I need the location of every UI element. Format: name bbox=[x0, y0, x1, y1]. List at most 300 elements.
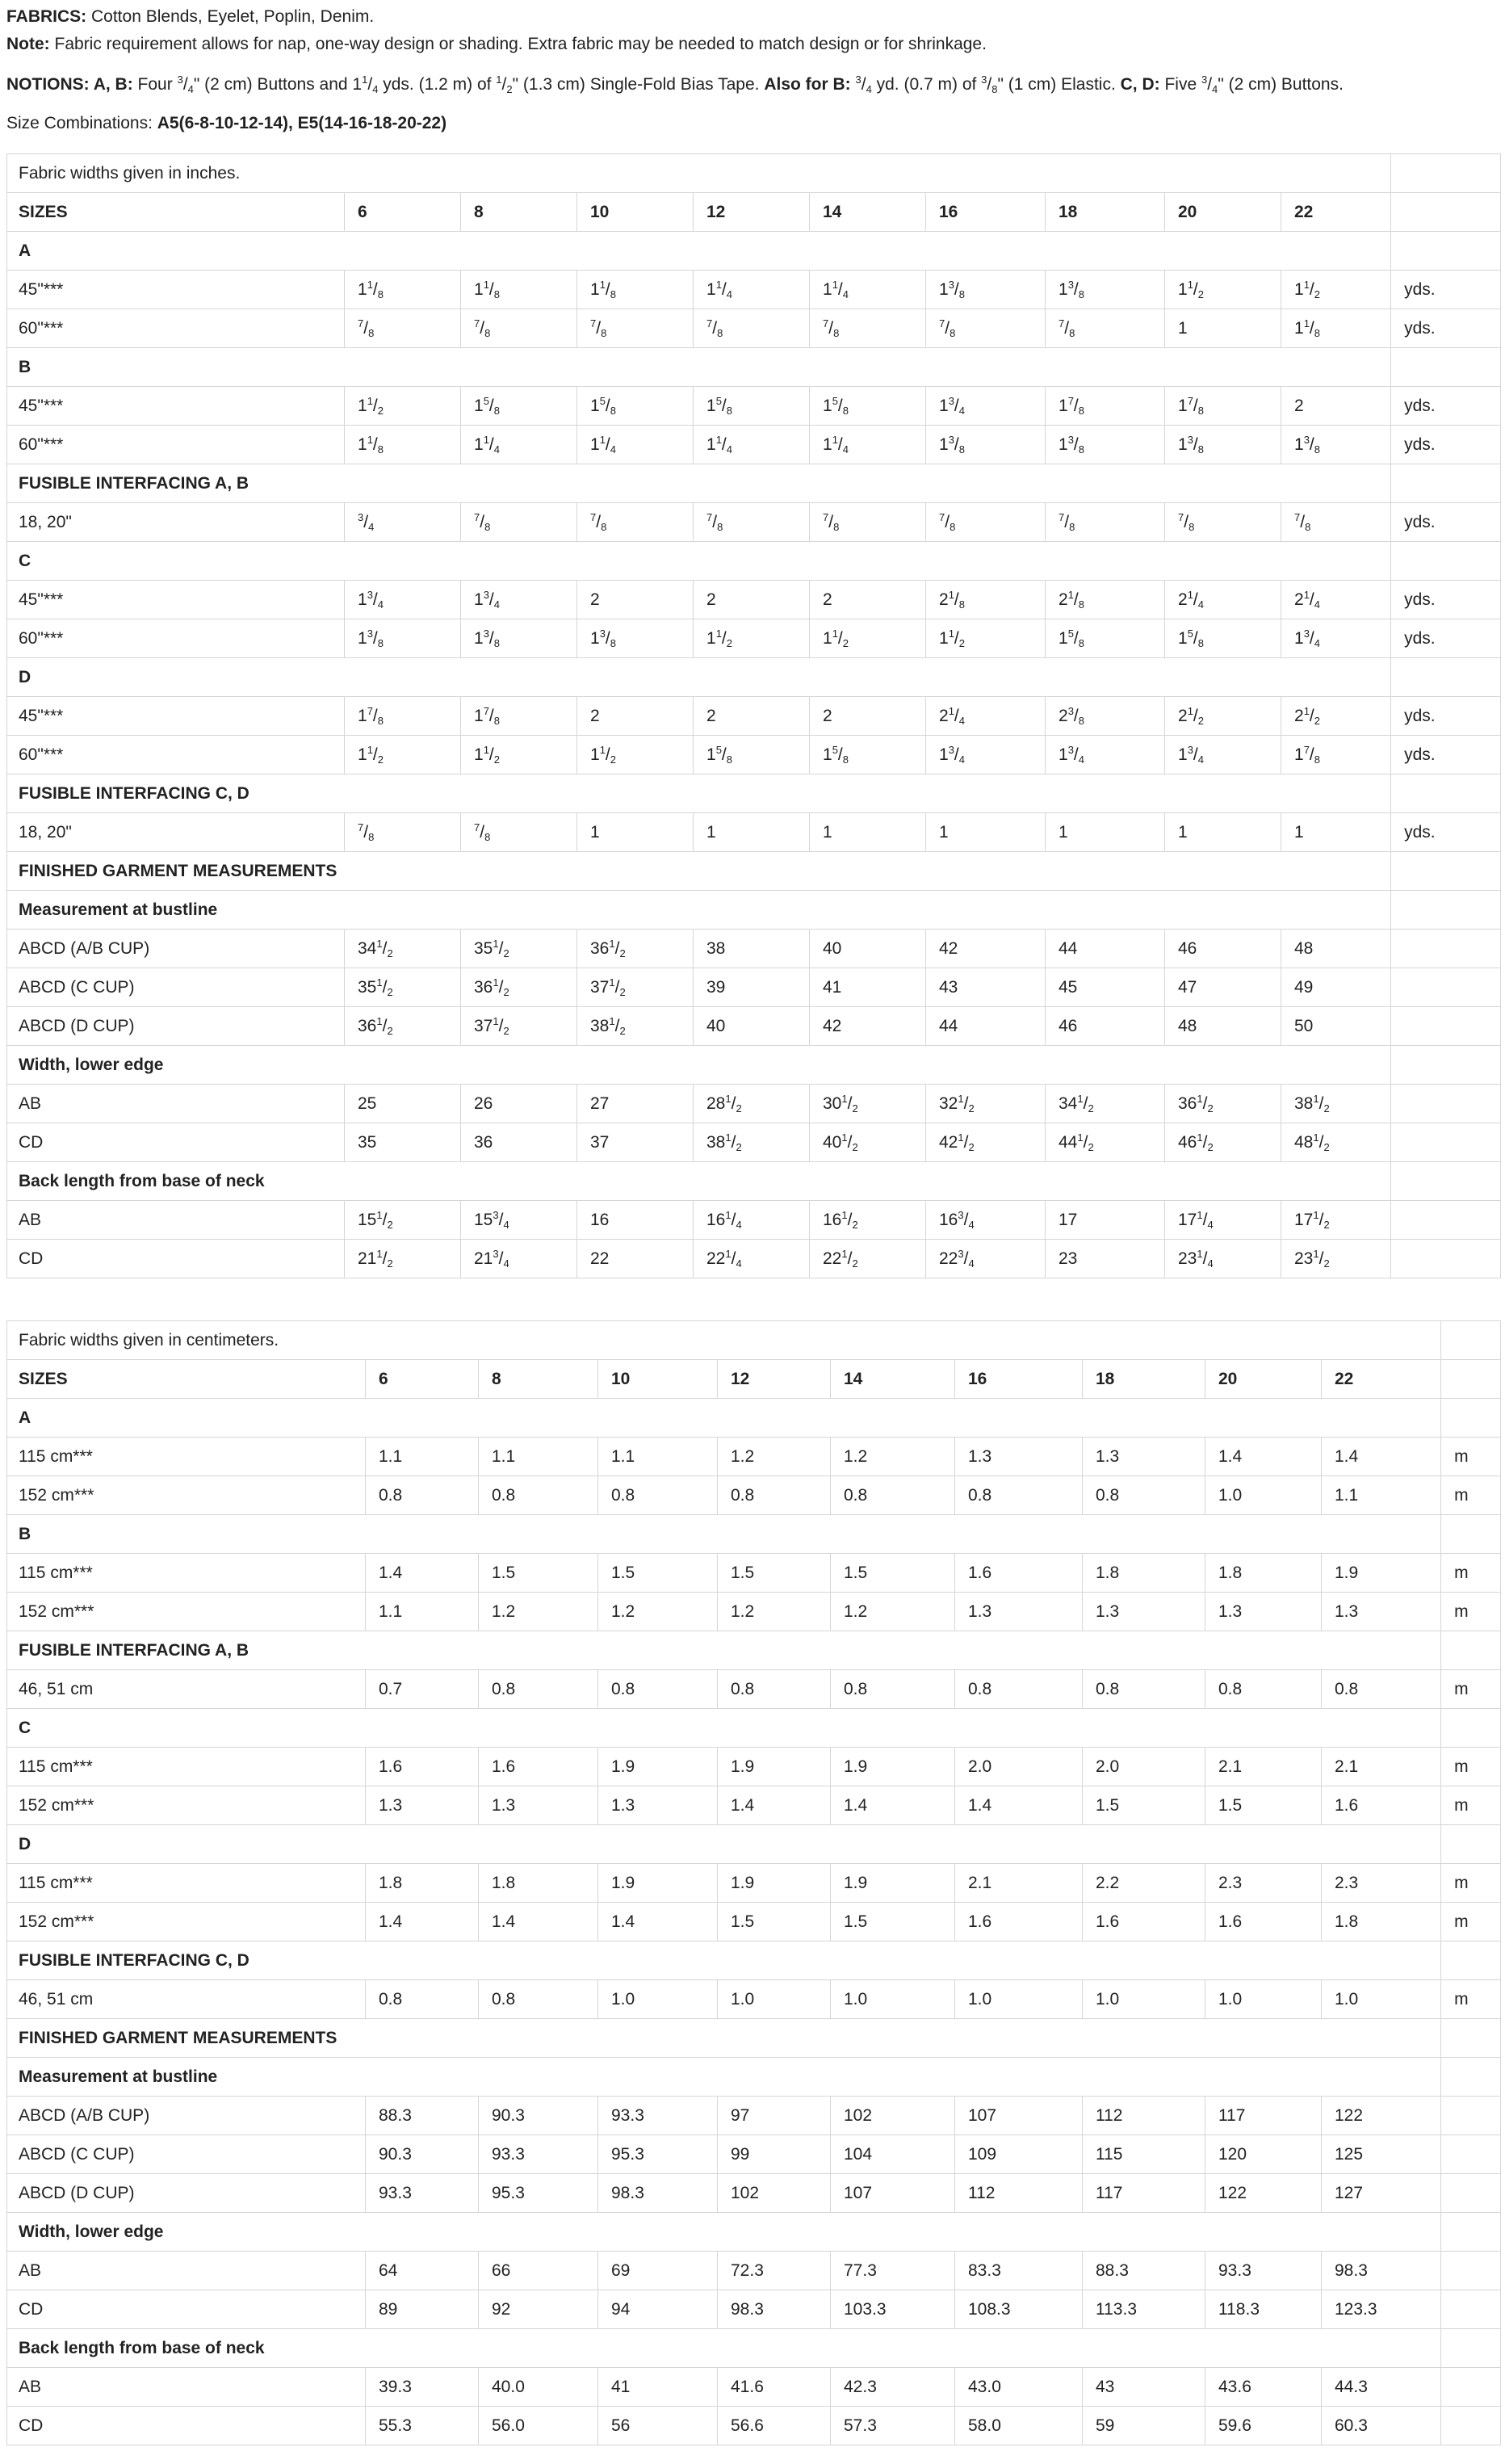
unit-label: yds. bbox=[1391, 426, 1501, 464]
value-cell: 1.3 bbox=[1205, 1593, 1322, 1631]
value-cell: 1.0 bbox=[1322, 1980, 1441, 2019]
unit-cell bbox=[1441, 1321, 1501, 1360]
unit-label: yds. bbox=[1391, 581, 1501, 619]
sizes-label: SIZES bbox=[7, 1360, 366, 1399]
value-cell: 115 bbox=[1083, 2135, 1205, 2174]
value-cell: $1^1/_8$ bbox=[345, 271, 461, 309]
value-cell: 127 bbox=[1322, 2174, 1441, 2213]
unit-cell bbox=[1391, 193, 1501, 232]
table-row bbox=[7, 736, 1501, 774]
sizes-label: SIZES bbox=[7, 193, 345, 232]
row-label: ABCD (A/B CUP) bbox=[7, 930, 345, 968]
value-cell: 0.8 bbox=[1322, 1670, 1441, 1709]
value-cell: 44 bbox=[926, 1007, 1046, 1046]
value-cell: 112 bbox=[1083, 2097, 1205, 2135]
value-cell: 107 bbox=[831, 2174, 955, 2213]
value-cell: 0.8 bbox=[831, 1476, 955, 1515]
value-cell: 1.2 bbox=[479, 1593, 598, 1631]
value-cell: $16^1/_4$ bbox=[694, 1201, 810, 1240]
value-cell: 1.6 bbox=[479, 1748, 598, 1786]
unit-cell bbox=[1391, 968, 1501, 1007]
value-cell: $1^1/_2$ bbox=[1165, 271, 1281, 309]
value-cell: 2.2 bbox=[1083, 1864, 1205, 1903]
value-cell: 89 bbox=[366, 2290, 479, 2329]
fabrics-label: FABRICS: bbox=[6, 7, 87, 26]
value-cell: $1^1/_8$ bbox=[461, 271, 577, 309]
unit-cell bbox=[1441, 2368, 1501, 2407]
size-combinations-label: Size Combinations: bbox=[6, 114, 157, 132]
value-cell: 1.6 bbox=[366, 1748, 479, 1786]
value-cell: 95.3 bbox=[479, 2174, 598, 2213]
notions-label-b: Also for B: bbox=[764, 75, 851, 94]
value-cell: $15^1/_2$ bbox=[345, 1201, 461, 1240]
table-row bbox=[7, 2407, 1501, 2445]
value-cell: $36^1/_2$ bbox=[1165, 1085, 1281, 1123]
section-row bbox=[7, 1941, 1501, 1980]
value-cell: $38^1/_2$ bbox=[694, 1123, 810, 1162]
value-cell: $1^3/_8$ bbox=[577, 619, 694, 658]
value-cell: $1^3/_8$ bbox=[926, 271, 1046, 309]
value-cell: $34^1/_2$ bbox=[345, 930, 461, 968]
section-row bbox=[7, 2329, 1501, 2368]
value-cell: 23 bbox=[1046, 1240, 1165, 1278]
value-cell: $1^1/_2$ bbox=[694, 619, 810, 658]
value-cell: $1^3/_4$ bbox=[1281, 619, 1391, 658]
fabrics-text: Cotton Blends, Eyelet, Poplin, Denim. bbox=[86, 7, 375, 26]
value-cell: 45 bbox=[1046, 968, 1165, 1007]
table-row bbox=[7, 581, 1501, 619]
value-cell: $^7/_8$ bbox=[694, 309, 810, 348]
notions-text-3: Five $^3/_4$" (2 cm) Buttons. bbox=[1159, 73, 1344, 95]
value-cell: 122 bbox=[1205, 2174, 1322, 2213]
section-row bbox=[7, 774, 1501, 813]
value-cell: 93.3 bbox=[598, 2097, 718, 2135]
unit-cell bbox=[1441, 2290, 1501, 2329]
value-cell: 2 bbox=[694, 697, 810, 736]
value-cell: 40.0 bbox=[479, 2368, 598, 2407]
value-cell: 39.3 bbox=[366, 2368, 479, 2407]
size-header-10: 10 bbox=[577, 193, 694, 232]
row-label: 46, 51 cm bbox=[7, 1980, 366, 2019]
value-cell: 1.0 bbox=[1083, 1980, 1205, 2019]
section-header: D bbox=[7, 658, 1391, 697]
value-cell: 1.8 bbox=[1083, 1554, 1205, 1593]
table-row bbox=[7, 1438, 1501, 1476]
value-cell: 117 bbox=[1205, 2097, 1322, 2135]
unit-cell bbox=[1441, 2019, 1501, 2058]
row-label: 60"*** bbox=[7, 426, 345, 464]
value-cell: 1.6 bbox=[1205, 1903, 1322, 1941]
value-cell: 88.3 bbox=[366, 2097, 479, 2135]
value-cell: 0.8 bbox=[718, 1670, 831, 1709]
row-label: 45"*** bbox=[7, 697, 345, 736]
value-cell: 2.1 bbox=[1205, 1748, 1322, 1786]
row-label: 152 cm*** bbox=[7, 1593, 366, 1631]
value-cell: $1^1/_4$ bbox=[810, 426, 926, 464]
value-cell: 55.3 bbox=[366, 2407, 479, 2445]
section-header: B bbox=[7, 1515, 1441, 1554]
value-cell: $22^1/_4$ bbox=[694, 1240, 810, 1278]
value-cell: 1.9 bbox=[831, 1864, 955, 1903]
value-cell: 1.2 bbox=[598, 1593, 718, 1631]
section-row bbox=[7, 852, 1501, 891]
value-cell: 1.9 bbox=[1322, 1554, 1441, 1593]
value-cell: 1 bbox=[577, 813, 694, 852]
row-label: CD bbox=[7, 2407, 366, 2445]
value-cell: 37 bbox=[577, 1123, 694, 1162]
table-row bbox=[7, 1748, 1501, 1786]
value-cell: 99 bbox=[718, 2135, 831, 2174]
value-cell: 1.9 bbox=[598, 1748, 718, 1786]
section-header: FINISHED GARMENT MEASUREMENTS bbox=[7, 2019, 1441, 2058]
value-cell: 46 bbox=[1046, 1007, 1165, 1046]
section-row bbox=[7, 1046, 1501, 1085]
row-label: CD bbox=[7, 1123, 345, 1162]
value-cell: $2^1/_8$ bbox=[1046, 581, 1165, 619]
table-caption: Fabric widths given in inches. bbox=[7, 154, 1391, 193]
value-cell: $1^5/_8$ bbox=[1046, 619, 1165, 658]
row-label: CD bbox=[7, 2290, 366, 2329]
value-cell: 1.0 bbox=[718, 1980, 831, 2019]
section-header: FUSIBLE INTERFACING C, D bbox=[7, 1941, 1441, 1980]
value-cell: 1.6 bbox=[1083, 1903, 1205, 1941]
value-cell: 2 bbox=[577, 697, 694, 736]
value-cell: $1^1/_4$ bbox=[461, 426, 577, 464]
value-cell: $37^1/_2$ bbox=[577, 968, 694, 1007]
value-cell: 1.5 bbox=[831, 1554, 955, 1593]
note-text: Fabric requirement allows for nap, one-way design or shading. Extra fabric may be needed to match design or for shrinkage. bbox=[49, 35, 987, 53]
value-cell: 1.4 bbox=[718, 1786, 831, 1825]
unit-cell bbox=[1391, 154, 1501, 193]
section-row bbox=[7, 1515, 1501, 1554]
value-cell: $^7/_8$ bbox=[461, 309, 577, 348]
value-cell: $1^1/_4$ bbox=[810, 271, 926, 309]
value-cell: $34^1/_2$ bbox=[1046, 1085, 1165, 1123]
value-cell: 88.3 bbox=[1083, 2252, 1205, 2290]
value-cell: 1.3 bbox=[1083, 1593, 1205, 1631]
value-cell: $1^5/_8$ bbox=[694, 387, 810, 426]
sizes-header-row bbox=[7, 1360, 1501, 1399]
value-cell: $1^1/_8$ bbox=[577, 271, 694, 309]
row-label: ABCD (C CUP) bbox=[7, 2135, 366, 2174]
value-cell: 41 bbox=[598, 2368, 718, 2407]
value-cell: 1.4 bbox=[366, 1554, 479, 1593]
section-row bbox=[7, 2213, 1501, 2252]
value-cell: 0.8 bbox=[831, 1670, 955, 1709]
unit-cell bbox=[1441, 2407, 1501, 2445]
size-header-22: 22 bbox=[1281, 193, 1391, 232]
row-label: 18, 20" bbox=[7, 503, 345, 542]
value-cell: 125 bbox=[1322, 2135, 1441, 2174]
value-cell: 108.3 bbox=[955, 2290, 1083, 2329]
value-cell: 26 bbox=[461, 1085, 577, 1123]
value-cell: 122 bbox=[1322, 2097, 1441, 2135]
row-label: ABCD (D CUP) bbox=[7, 2174, 366, 2213]
value-cell: $1^1/_2$ bbox=[461, 736, 577, 774]
value-cell: 90.3 bbox=[366, 2135, 479, 2174]
table-row bbox=[7, 1786, 1501, 1825]
section-header: FINISHED GARMENT MEASUREMENTS bbox=[7, 852, 1391, 891]
value-cell: $1^3/_8$ bbox=[461, 619, 577, 658]
value-cell: $^7/_8$ bbox=[926, 309, 1046, 348]
value-cell: 94 bbox=[598, 2290, 718, 2329]
unit-cell bbox=[1441, 1515, 1501, 1554]
sizes-header-row bbox=[7, 193, 1501, 232]
value-cell: 1.4 bbox=[366, 1903, 479, 1941]
inches-yardage-table bbox=[6, 153, 1501, 1278]
value-cell: 98.3 bbox=[598, 2174, 718, 2213]
value-cell: 59 bbox=[1083, 2407, 1205, 2445]
caption-row bbox=[7, 1321, 1501, 1360]
value-cell: 25 bbox=[345, 1085, 461, 1123]
value-cell: $32^1/_2$ bbox=[926, 1085, 1046, 1123]
value-cell: 97 bbox=[718, 2097, 831, 2135]
size-combinations-value: A5(6-8-10-12-14), E5(14-16-18-20-22) bbox=[157, 114, 447, 132]
value-cell: 1.5 bbox=[598, 1554, 718, 1593]
section-row bbox=[7, 1399, 1501, 1438]
value-cell: 1.9 bbox=[598, 1864, 718, 1903]
section-row bbox=[7, 2058, 1501, 2097]
table-caption: Fabric widths given in centimeters. bbox=[7, 1321, 1441, 1360]
unit-cell bbox=[1441, 1360, 1501, 1399]
size-header-10: 10 bbox=[598, 1360, 718, 1399]
unit-label: m bbox=[1441, 1748, 1501, 1786]
value-cell: 1.1 bbox=[479, 1438, 598, 1476]
size-header-12: 12 bbox=[718, 1360, 831, 1399]
unit-label: yds. bbox=[1391, 736, 1501, 774]
value-cell: $40^1/_2$ bbox=[810, 1123, 926, 1162]
value-cell: 2.0 bbox=[1083, 1748, 1205, 1786]
value-cell: $2^3/_8$ bbox=[1046, 697, 1165, 736]
value-cell: 118.3 bbox=[1205, 2290, 1322, 2329]
value-cell: 1.3 bbox=[598, 1786, 718, 1825]
unit-label: yds. bbox=[1391, 387, 1501, 426]
size-header-20: 20 bbox=[1205, 1360, 1322, 1399]
value-cell: $1^1/_2$ bbox=[345, 387, 461, 426]
value-cell: 0.8 bbox=[479, 1980, 598, 2019]
value-cell: $30^1/_2$ bbox=[810, 1085, 926, 1123]
value-cell: 0.7 bbox=[366, 1670, 479, 1709]
size-header-12: 12 bbox=[694, 193, 810, 232]
value-cell: 43 bbox=[1083, 2368, 1205, 2407]
value-cell: $^7/_8$ bbox=[1046, 309, 1165, 348]
value-cell: 1 bbox=[694, 813, 810, 852]
value-cell: 56 bbox=[598, 2407, 718, 2445]
value-cell: 1 bbox=[810, 813, 926, 852]
value-cell: 58.0 bbox=[955, 2407, 1083, 2445]
row-label: ABCD (A/B CUP) bbox=[7, 2097, 366, 2135]
value-cell: $1^3/_8$ bbox=[1281, 426, 1391, 464]
unit-cell bbox=[1391, 852, 1501, 891]
value-cell: $44^1/_2$ bbox=[1046, 1123, 1165, 1162]
value-cell: 1 bbox=[1165, 813, 1281, 852]
unit-cell bbox=[1441, 2097, 1501, 2135]
value-cell: 59.6 bbox=[1205, 2407, 1322, 2445]
unit-cell bbox=[1391, 1046, 1501, 1085]
unit-cell bbox=[1441, 1399, 1501, 1438]
value-cell: 48 bbox=[1165, 1007, 1281, 1046]
value-cell: $21^3/_4$ bbox=[461, 1240, 577, 1278]
value-cell: 1.0 bbox=[1205, 1476, 1322, 1515]
unit-label: m bbox=[1441, 1864, 1501, 1903]
value-cell: $1^5/_8$ bbox=[461, 387, 577, 426]
value-cell: 1.2 bbox=[718, 1438, 831, 1476]
value-cell: 17 bbox=[1046, 1201, 1165, 1240]
value-cell: 46 bbox=[1165, 930, 1281, 968]
value-cell: $^7/_8$ bbox=[694, 503, 810, 542]
unit-cell bbox=[1391, 1240, 1501, 1278]
unit-label: m bbox=[1441, 1476, 1501, 1515]
value-cell: $38^1/_2$ bbox=[577, 1007, 694, 1046]
value-cell: $35^1/_2$ bbox=[345, 968, 461, 1007]
value-cell: 1.0 bbox=[598, 1980, 718, 2019]
table-row bbox=[7, 1670, 1501, 1709]
value-cell: 1.3 bbox=[1322, 1593, 1441, 1631]
value-cell: 0.8 bbox=[479, 1670, 598, 1709]
table-row bbox=[7, 271, 1501, 309]
value-cell: 27 bbox=[577, 1085, 694, 1123]
table-row bbox=[7, 1864, 1501, 1903]
note-label: Note: bbox=[6, 35, 50, 53]
value-cell: 95.3 bbox=[598, 2135, 718, 2174]
value-cell: $2^1/_2$ bbox=[1281, 697, 1391, 736]
table-row bbox=[7, 968, 1501, 1007]
value-cell: 40 bbox=[694, 1007, 810, 1046]
table-row bbox=[7, 813, 1501, 852]
value-cell: 1.8 bbox=[1205, 1554, 1322, 1593]
value-cell: 35 bbox=[345, 1123, 461, 1162]
value-cell: 72.3 bbox=[718, 2252, 831, 2290]
value-cell: $15^3/_4$ bbox=[461, 1201, 577, 1240]
value-cell: $1^1/_4$ bbox=[577, 426, 694, 464]
value-cell: 1.4 bbox=[1205, 1438, 1322, 1476]
row-label: CD bbox=[7, 1240, 345, 1278]
section-row bbox=[7, 1825, 1501, 1864]
row-label: AB bbox=[7, 1085, 345, 1123]
value-cell: 83.3 bbox=[955, 2252, 1083, 2290]
table-row bbox=[7, 1476, 1501, 1515]
unit-label: yds. bbox=[1391, 271, 1501, 309]
section-row bbox=[7, 658, 1501, 697]
value-cell: 1.3 bbox=[366, 1786, 479, 1825]
section-header: Measurement at bustline bbox=[7, 891, 1391, 930]
value-cell: 113.3 bbox=[1083, 2290, 1205, 2329]
value-cell: 60.3 bbox=[1322, 2407, 1441, 2445]
value-cell: $1^1/_4$ bbox=[694, 271, 810, 309]
value-cell: 40 bbox=[810, 930, 926, 968]
row-label: 46, 51 cm bbox=[7, 1670, 366, 1709]
row-label: 60"*** bbox=[7, 736, 345, 774]
value-cell: 0.8 bbox=[598, 1670, 718, 1709]
value-cell: 1.8 bbox=[1322, 1903, 1441, 1941]
value-cell: 93.3 bbox=[1205, 2252, 1322, 2290]
value-cell: $1^1/_8$ bbox=[1281, 309, 1391, 348]
value-cell: $1^3/_8$ bbox=[1046, 271, 1165, 309]
value-cell: 22 bbox=[577, 1240, 694, 1278]
row-label: 60"*** bbox=[7, 619, 345, 658]
notions-line bbox=[6, 71, 1499, 99]
value-cell: $37^1/_2$ bbox=[461, 1007, 577, 1046]
value-cell: 92 bbox=[479, 2290, 598, 2329]
value-cell: $1^1/_2$ bbox=[926, 619, 1046, 658]
value-cell: 102 bbox=[718, 2174, 831, 2213]
row-label: 115 cm*** bbox=[7, 1748, 366, 1786]
unit-label: m bbox=[1441, 1593, 1501, 1631]
value-cell: $2^1/_8$ bbox=[926, 581, 1046, 619]
size-header-8: 8 bbox=[461, 193, 577, 232]
note-line bbox=[6, 31, 1499, 58]
value-cell: 1.3 bbox=[479, 1786, 598, 1825]
table-row bbox=[7, 1554, 1501, 1593]
section-header: Width, lower edge bbox=[7, 1046, 1391, 1085]
value-cell: $2^1/_4$ bbox=[1281, 581, 1391, 619]
value-cell: 109 bbox=[955, 2135, 1083, 2174]
row-label: 45"*** bbox=[7, 581, 345, 619]
value-cell: 0.8 bbox=[955, 1476, 1083, 1515]
value-cell: 1.0 bbox=[1205, 1980, 1322, 2019]
value-cell: $^7/_8$ bbox=[810, 503, 926, 542]
unit-cell bbox=[1441, 1631, 1501, 1670]
value-cell: $^7/_8$ bbox=[1046, 503, 1165, 542]
value-cell: 64 bbox=[366, 2252, 479, 2290]
value-cell: $1^3/_4$ bbox=[926, 387, 1046, 426]
table-row bbox=[7, 2368, 1501, 2407]
value-cell: 1.3 bbox=[1083, 1438, 1205, 1476]
value-cell: 1.6 bbox=[955, 1554, 1083, 1593]
value-cell: $36^1/_2$ bbox=[577, 930, 694, 968]
unit-label: yds. bbox=[1391, 813, 1501, 852]
value-cell: 41.6 bbox=[718, 2368, 831, 2407]
value-cell: 1.5 bbox=[831, 1903, 955, 1941]
value-cell: 1.5 bbox=[718, 1554, 831, 1593]
value-cell: $36^1/_2$ bbox=[461, 968, 577, 1007]
unit-cell bbox=[1391, 658, 1501, 697]
value-cell: $^7/_8$ bbox=[461, 813, 577, 852]
table-row bbox=[7, 1201, 1501, 1240]
section-header: B bbox=[7, 348, 1391, 387]
value-cell: $22^3/_4$ bbox=[926, 1240, 1046, 1278]
unit-cell bbox=[1441, 2213, 1501, 2252]
value-cell: 123.3 bbox=[1322, 2290, 1441, 2329]
unit-cell bbox=[1391, 542, 1501, 581]
size-header-14: 14 bbox=[810, 193, 926, 232]
value-cell: $23^1/_2$ bbox=[1281, 1240, 1391, 1278]
value-cell: $1^1/_2$ bbox=[1281, 271, 1391, 309]
value-cell: 2.1 bbox=[955, 1864, 1083, 1903]
row-label: 45"*** bbox=[7, 387, 345, 426]
value-cell: $1^5/_8$ bbox=[694, 736, 810, 774]
row-label: AB bbox=[7, 1201, 345, 1240]
notions-label-cd: C, D: bbox=[1120, 75, 1160, 94]
value-cell: 0.8 bbox=[366, 1980, 479, 2019]
value-cell: 1.6 bbox=[955, 1903, 1083, 1941]
value-cell: $1^3/_4$ bbox=[1165, 736, 1281, 774]
value-cell: 1.0 bbox=[955, 1980, 1083, 2019]
value-cell: 1.4 bbox=[831, 1786, 955, 1825]
row-label: 115 cm*** bbox=[7, 1438, 366, 1476]
section-row bbox=[7, 2019, 1501, 2058]
row-label: AB bbox=[7, 2368, 366, 2407]
value-cell: $21^1/_2$ bbox=[345, 1240, 461, 1278]
value-cell: 1.5 bbox=[718, 1903, 831, 1941]
value-cell: 43 bbox=[926, 968, 1046, 1007]
value-cell: 1.4 bbox=[955, 1786, 1083, 1825]
value-cell: $1^7/_8$ bbox=[1165, 387, 1281, 426]
table-row bbox=[7, 503, 1501, 542]
value-cell: 1 bbox=[1165, 309, 1281, 348]
size-header-16: 16 bbox=[955, 1360, 1083, 1399]
section-header: FUSIBLE INTERFACING A, B bbox=[7, 464, 1391, 503]
